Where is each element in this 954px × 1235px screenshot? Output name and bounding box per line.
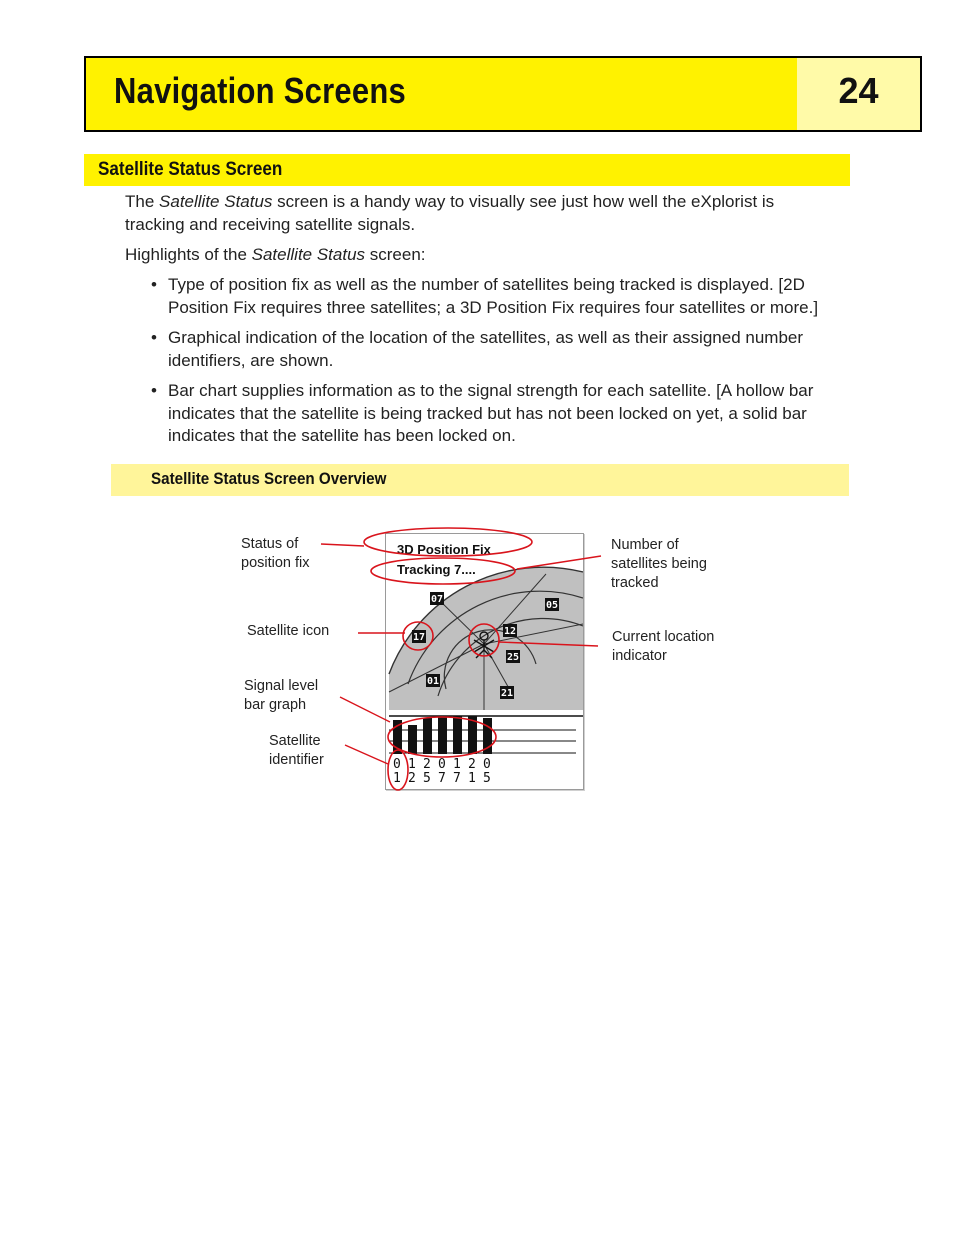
satellite-id-digit: 7 [438, 771, 446, 786]
satellite-id-digit: 7 [453, 771, 461, 786]
section-header [84, 154, 850, 186]
bullet-text: Type of position fix as well as the number of satellites being tracked is displayed. [2D [168, 275, 805, 294]
bullet-text: Bar chart supplies information as to the signal strength for each satellite. [A hollow bar [168, 381, 814, 400]
signal-bar [408, 725, 417, 754]
satellite-number: 21 [501, 688, 514, 699]
callout-current-location [612, 628, 714, 666]
callout-text: tracked [611, 575, 659, 591]
satellite-id-digit: 1 [393, 771, 401, 786]
callout-satellite-icon [247, 622, 329, 641]
signal-bar [393, 720, 402, 754]
signal-bar [483, 718, 492, 754]
satellite-id-digit: 2 [468, 757, 476, 772]
satellite-number: 17 [413, 632, 426, 643]
intro-text: tracking and receiving satellite signals. [125, 214, 416, 234]
satellite-id-digit: 2 [423, 757, 431, 772]
satellite-id-digit: 0 [393, 757, 401, 772]
bullet-text: Position Fix requires three satellites; a 3D Position Fix requires four satellites or more.] [168, 297, 819, 317]
callout-text: Status of [241, 536, 299, 552]
callout-text: Signal level [244, 678, 319, 694]
intro-text: screen is a handy way to visually see just how well the eXplorist is [272, 192, 775, 211]
callout-signal-level [244, 677, 318, 715]
intro-emphasis: Satellite Status [159, 192, 273, 211]
satellite-id-digit: 2 [408, 771, 416, 786]
bullet-text: indicates that the satellite is being tracked but has not been locked on yet, a solid bar [168, 403, 807, 423]
callout-text: Satellite icon [247, 623, 330, 639]
bullet-item [151, 327, 896, 372]
satellite-id-digit: 1 [453, 757, 461, 772]
fix-status-text: 3D Position Fix [397, 542, 491, 557]
leader-line [321, 544, 364, 546]
callout-text: identifier [269, 752, 324, 768]
satellite-icon [506, 650, 520, 663]
intro-paragraph [125, 191, 895, 236]
leader-line [340, 697, 390, 722]
satellite-number: 25 [507, 652, 520, 663]
page-number-box [797, 58, 920, 130]
satellite-id-digit: 0 [438, 757, 446, 772]
bullet-item [151, 380, 896, 448]
satellite-status-screen [385, 533, 584, 790]
highlights-text: screen: [365, 245, 426, 264]
signal-bars [393, 716, 492, 754]
satellite-id-digit: 5 [483, 771, 491, 786]
signal-bar [468, 716, 477, 754]
satellite-icon [500, 686, 514, 699]
callout-text: indicator [612, 648, 667, 664]
satellite-number: 01 [427, 676, 440, 687]
satellite-number: 12 [504, 626, 517, 637]
highlights-emphasis: Satellite Status [251, 245, 366, 264]
page-title: Navigation Screens [114, 70, 406, 111]
bullet-text: identifiers, are shown. [168, 350, 334, 370]
bullet-dot: • [151, 328, 157, 347]
callout-text: position fix [241, 555, 310, 571]
section-title: Satellite Status Screen [98, 159, 283, 180]
satellite-icon [545, 598, 559, 611]
bullet-dot: • [151, 381, 157, 400]
satellite-number: 07 [431, 594, 444, 605]
callout-text: satellites being [611, 556, 707, 572]
page-number: 24 [838, 70, 879, 111]
satellite-id-digit: 5 [423, 771, 431, 786]
page-header [84, 56, 922, 132]
intro-text: The [125, 192, 160, 211]
signal-bar [453, 716, 462, 754]
callout-status-fix [241, 535, 310, 573]
callout-text: bar graph [244, 697, 307, 713]
bullet-item [151, 274, 896, 319]
bullet-text: indicates that the satellite has been locked on. [168, 426, 516, 445]
satellite-icon [503, 624, 517, 637]
overview-title: Satellite Status Screen Overview [151, 470, 387, 488]
satellite-number: 05 [546, 600, 559, 611]
tracking-text: Tracking 7.... [397, 562, 476, 577]
satellite-icon [426, 674, 440, 687]
callout-text: Satellite [269, 733, 321, 749]
satellite-id-digit: 0 [483, 757, 491, 772]
callout-text: Number of [611, 537, 679, 553]
callout-number-of-satellites [611, 536, 707, 593]
bullet-dot: • [151, 275, 157, 294]
satellite-id-digit: 1 [408, 757, 416, 772]
bullet-text: Graphical indication of the location of the satellites, as well as their assigned number [168, 328, 804, 347]
satellite-icon [412, 630, 426, 643]
satellite-identifiers [393, 757, 491, 786]
leader-line [345, 745, 388, 764]
callout-satellite-identifier [269, 732, 324, 770]
callout-text: Current location [612, 629, 715, 645]
highlights-paragraph [125, 244, 895, 267]
satellite-id-digit: 1 [468, 771, 476, 786]
overview-header [111, 464, 849, 496]
signal-bar [423, 718, 432, 754]
satellite-icon [430, 592, 444, 605]
highlights-text: Highlights of the [125, 245, 252, 264]
signal-bar [438, 716, 447, 754]
